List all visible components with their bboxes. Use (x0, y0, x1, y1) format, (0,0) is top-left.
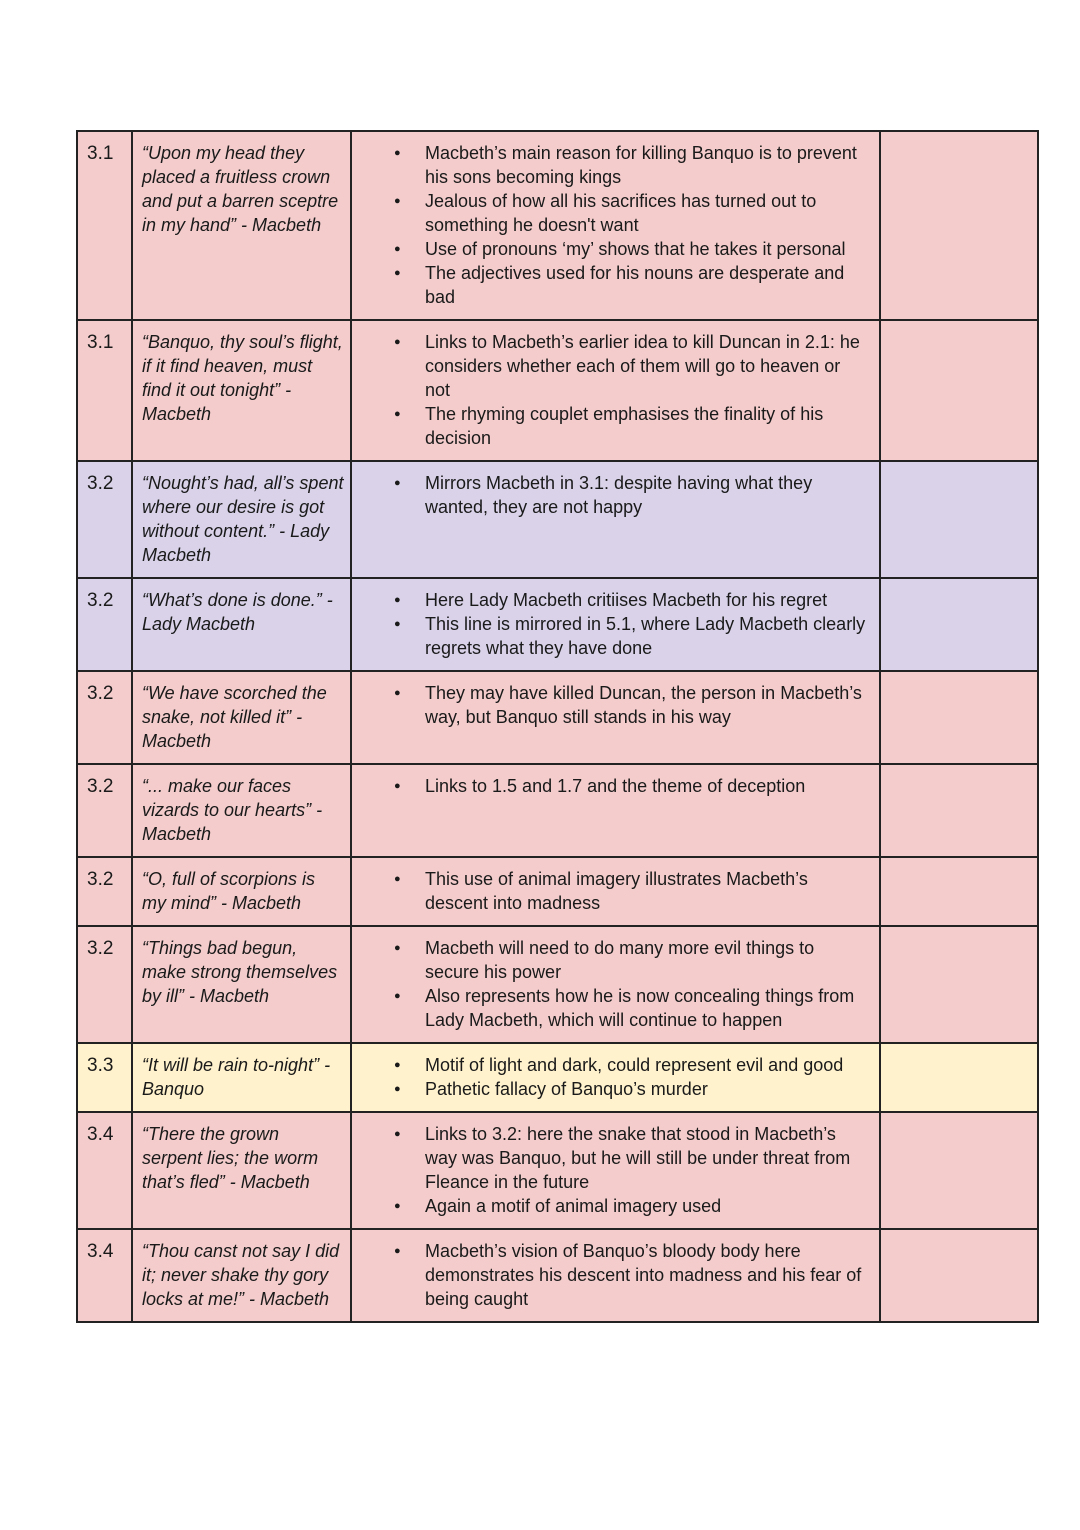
quote-cell (132, 671, 351, 764)
table-row (77, 926, 1038, 1043)
analysis-bullet: ● Macbeth’s vision of Banquo’s bloody body here demonstrates his descent into madness and his fear of being caught (352, 1239, 869, 1311)
quote-cell (132, 764, 351, 857)
table-row (77, 1112, 1038, 1229)
analysis-cell (351, 1112, 880, 1229)
table-row (77, 320, 1038, 461)
act-scene-number: 3.2 (87, 683, 114, 704)
act-scene-cell (77, 671, 132, 764)
table-row (77, 857, 1038, 926)
analysis-bullet-list (352, 579, 879, 670)
empty-cell (880, 1043, 1038, 1112)
act-scene-number: 3.4 (87, 1124, 114, 1145)
empty-cell (880, 1112, 1038, 1229)
analysis-cell (351, 764, 880, 857)
act-scene-cell (77, 1112, 132, 1229)
act-scene-cell (77, 578, 132, 671)
analysis-bullet: ● Macbeth will need to do many more evil things to secure his power (352, 936, 869, 984)
analysis-cell (351, 578, 880, 671)
analysis-cell (351, 857, 880, 926)
table-row (77, 1043, 1038, 1112)
empty-cell (880, 131, 1038, 320)
analysis-bullet: ● Use of pronouns ‘my’ shows that he takes it personal (352, 237, 869, 261)
empty-cell (880, 857, 1038, 926)
act-scene-number: 3.2 (87, 938, 114, 959)
act-scene-number: 3.1 (87, 143, 114, 164)
quote-cell (132, 1043, 351, 1112)
analysis-bullet: ● Also represents how he is now concealing things from Lady Macbeth, which will continue to happen (352, 984, 869, 1032)
quote-text: “Upon my head they placed a fruitless crown and put a barren sceptre in my hand” - Macbeth (142, 143, 339, 235)
act-scene-number: 3.2 (87, 776, 114, 797)
quote-cell (132, 578, 351, 671)
act-scene-cell (77, 857, 132, 926)
analysis-bullet: ● Again a motif of animal imagery used (352, 1194, 869, 1218)
table-row (77, 1229, 1038, 1322)
act-scene-number: 3.2 (87, 590, 114, 611)
quote-cell (132, 926, 351, 1043)
analysis-bullet-list (352, 1230, 879, 1321)
quote-text: “It will be rain to-night” - Banquo (142, 1055, 331, 1099)
quote-text: “Things bad begun, make strong themselves by ill” - Macbeth (142, 938, 338, 1006)
quote-text: “We have scorched the snake, not killed it” - Macbeth (142, 683, 327, 751)
analysis-cell (351, 1229, 880, 1322)
empty-cell (880, 320, 1038, 461)
analysis-bullet: ● Links to 3.2: here the snake that stood in Macbeth’s way was Banquo, but he will still be under threat from Fleance in the future (352, 1122, 869, 1194)
quote-cell (132, 131, 351, 320)
quote-text: “There the grown serpent lies; the worm that’s fled” - Macbeth (142, 1124, 319, 1192)
analysis-bullet-list (352, 927, 879, 1042)
analysis-bullet-list (352, 765, 879, 808)
analysis-bullet-list (352, 462, 879, 529)
quote-cell (132, 1229, 351, 1322)
quote-cell (132, 857, 351, 926)
analysis-bullet: ● Links to 1.5 and 1.7 and the theme of deception (352, 774, 869, 798)
analysis-bullet: ● Motif of light and dark, could represent evil and good (352, 1053, 869, 1077)
empty-cell (880, 671, 1038, 764)
quote-text: “What’s done is done.” - Lady Macbeth (142, 590, 333, 634)
analysis-bullet: ● Macbeth’s main reason for killing Banquo is to prevent his sons becoming kings (352, 141, 869, 189)
act-scene-number: 3.4 (87, 1241, 114, 1262)
quote-text: “O, full of scorpions is my mind” - Macbeth (142, 869, 316, 913)
act-scene-cell (77, 1043, 132, 1112)
act-scene-cell (77, 320, 132, 461)
analysis-bullet-list (352, 1044, 879, 1111)
analysis-bullet: ● They may have killed Duncan, the person in Macbeth’s way, but Banquo still stands in his way (352, 681, 869, 729)
table-row (77, 461, 1038, 578)
empty-cell (880, 764, 1038, 857)
analysis-bullet-list (352, 1113, 879, 1228)
quote-text: “Nought’s had, all’s spent where our desire is got without content.” - Lady Macbeth (142, 473, 344, 565)
empty-cell (880, 926, 1038, 1043)
analysis-bullet: ● Here Lady Macbeth critiises Macbeth for his regret (352, 588, 869, 612)
analysis-bullet: ● This line is mirrored in 5.1, where Lady Macbeth clearly regrets what they have done (352, 612, 869, 660)
quote-text: “Banquo, thy soul’s flight, if it find heaven, must find it out tonight” - Macbeth (142, 332, 343, 424)
analysis-bullet: ● Pathetic fallacy of Banquo’s murder (352, 1077, 869, 1101)
analysis-bullet: ● Links to Macbeth’s earlier idea to kill Duncan in 2.1: he considers whether each of them will go to heaven or not (352, 330, 869, 402)
act-scene-cell (77, 926, 132, 1043)
analysis-cell (351, 320, 880, 461)
act-scene-cell (77, 1229, 132, 1322)
analysis-cell (351, 131, 880, 320)
analysis-bullet-list (352, 858, 879, 925)
table-body (77, 131, 1038, 1322)
act-scene-cell (77, 461, 132, 578)
analysis-cell (351, 926, 880, 1043)
analysis-bullet: ● The adjectives used for his nouns are desperate and bad (352, 261, 869, 309)
act-scene-cell (77, 764, 132, 857)
empty-cell (880, 578, 1038, 671)
empty-cell (880, 461, 1038, 578)
analysis-bullet: ● Mirrors Macbeth in 3.1: despite having what they wanted, they are not happy (352, 471, 869, 519)
analysis-cell (351, 461, 880, 578)
quote-text: “... make our faces vizards to our hearts” - Macbeth (142, 776, 323, 844)
table-row (77, 764, 1038, 857)
table-row (77, 131, 1038, 320)
act-scene-number: 3.2 (87, 869, 114, 890)
analysis-bullet-list (352, 132, 879, 319)
act-scene-number: 3.3 (87, 1055, 114, 1076)
analysis-bullet-list (352, 321, 879, 460)
analysis-bullet-list (352, 672, 879, 739)
quote-analysis-table (76, 130, 1039, 1323)
quote-cell (132, 1112, 351, 1229)
analysis-bullet: ● This use of animal imagery illustrates Macbeth’s descent into madness (352, 867, 869, 915)
analysis-bullet: ● The rhyming couplet emphasises the finality of his decision (352, 402, 869, 450)
analysis-bullet: ● Jealous of how all his sacrifices has turned out to something he doesn't want (352, 189, 869, 237)
analysis-cell (351, 1043, 880, 1112)
quote-cell (132, 320, 351, 461)
act-scene-number: 3.1 (87, 332, 114, 353)
quote-text: “Thou canst not say I did it; never shake thy gory locks at me!” - Macbeth (142, 1241, 340, 1309)
quote-cell (132, 461, 351, 578)
empty-cell (880, 1229, 1038, 1322)
analysis-cell (351, 671, 880, 764)
act-scene-cell (77, 131, 132, 320)
act-scene-number: 3.2 (87, 473, 114, 494)
table-row (77, 671, 1038, 764)
table-row (77, 578, 1038, 671)
